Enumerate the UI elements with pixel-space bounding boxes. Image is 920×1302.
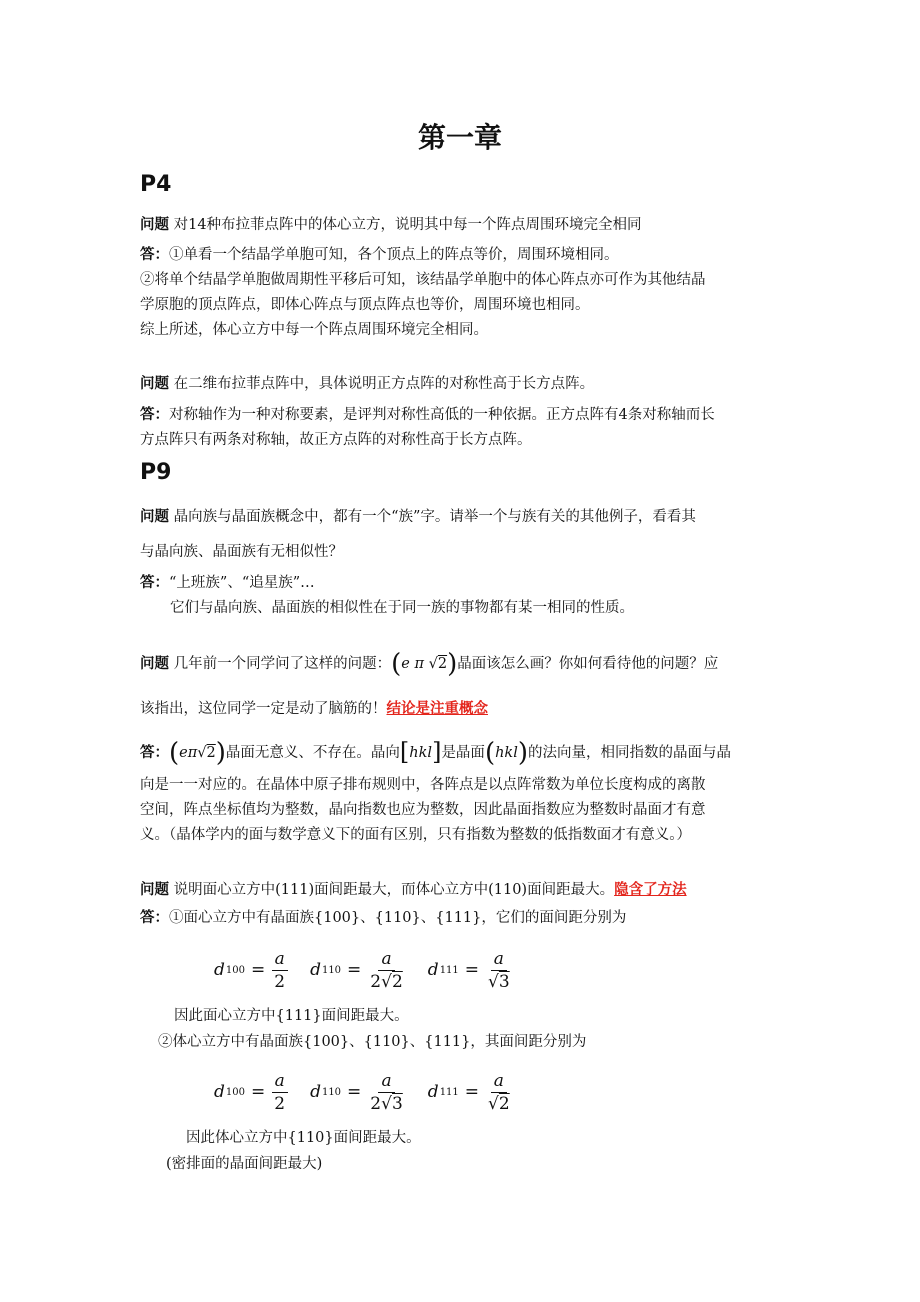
d110-term: d 110 = $\frac{a}{2√3}$ — [310, 1070, 403, 1114]
p9-answer-1-line-2: 它们与晶向族、晶面族的相似性在于同一族的事物都有某一相同的性质。 — [170, 600, 634, 616]
answer-text: 对称轴作为一种对称要素，是评判对称性高低的一种依据。正方点阵有4条对称轴而长 — [169, 407, 715, 423]
question-text: 晶向族与晶面族概念中，都有一个“族”字。请举一个与族有关的其他例子，看看其 — [173, 509, 696, 525]
d100-term: d 100 = $\frac{a}{2}$ — [214, 1070, 288, 1115]
answer-text-3: 的法向量，相同指数的晶面与晶 — [528, 745, 732, 761]
p4-answer-1-line-2: ②将单个结晶学单胞做周期性平移后可知，该结晶学单胞中的体心阵点亦可作为其他结晶 — [140, 272, 706, 288]
answer-text: ①单看一个结晶学单胞可知，各个顶点上的阵点等价，周围环境相同。 — [169, 247, 619, 263]
d111-term: d 111 = $\frac{a}{√2}$ — [427, 1070, 510, 1114]
close-packed-note: (密排面的晶面间距最大) — [166, 1156, 323, 1172]
question-label: 问题 — [140, 882, 169, 898]
p9-answer-3-line-1 — [140, 906, 790, 930]
question-label: 问题 — [140, 217, 169, 233]
bcc-conclusion: 因此体心立方中{110}面间距最大。 — [186, 1130, 421, 1146]
answer-label: 答： — [140, 910, 169, 926]
p4-answer-1-line-3: 学原胞的顶点阵点，即体心阵点与顶点阵点也等价，周围环境也相同。 — [140, 297, 590, 313]
answer-label: 答： — [140, 407, 169, 423]
p4-question-2 — [140, 372, 790, 396]
p9-answer-1-line-1 — [140, 571, 790, 595]
p9-answer-2-line-1 — [140, 738, 790, 768]
question-text: 对14种布拉菲点阵中的体心立方，说明其中每一个阵点周围环境完全相同 — [173, 217, 642, 233]
question-text: 该指出，这位同学一定是动了脑筋的！ — [140, 701, 387, 717]
expression-e-pi-sqrt2: (e π √2) — [391, 649, 458, 679]
answer-label: 答： — [140, 247, 169, 263]
question-label: 问题 — [140, 376, 169, 392]
chapter-title: 第一章 — [417, 121, 502, 154]
p9-answer-2-line-2: 向是一一对应的。在晶体中原子排布规则中，各阵点是以点阵常数为单位长度构成的离散 — [140, 777, 706, 793]
p4-answer-1-line-4: 综上所述，体心立方中每一个阵点周围环境完全相同。 — [140, 322, 488, 338]
question-text: 在二维布拉菲点阵中，具体说明正方点阵的对称性高于长方点阵。 — [173, 376, 595, 392]
highlight-method: 隐含了方法 — [614, 882, 687, 898]
section-heading-p4: P4 — [140, 172, 172, 197]
d111-term: d 111 = $\frac{a}{√3}$ — [427, 948, 510, 992]
p9-question-1-line-2: 与晶向族、晶面族有无相似性？ — [140, 544, 343, 560]
p9-question-2-line-2 — [140, 697, 790, 721]
bcc-spacing-formula — [214, 1062, 513, 1122]
expression-e-pi-sqrt2: (eπ√2) — [169, 738, 226, 768]
highlight-conclusion: 结论是注重概念 — [386, 701, 488, 717]
answer-text: “上班族”、“追星族”… — [169, 575, 315, 591]
question-text-prefix: 几年前一个同学问了这样的问题： — [173, 656, 392, 672]
section-heading-p9: P9 — [140, 460, 172, 485]
p9-answer-2-line-3: 空间，阵点坐标值均为整数，晶向指数也应为整数，因此晶面指数应为整数时晶面才有意 — [140, 802, 706, 818]
fcc-conclusion: 因此面心立方中{111}面间距最大。 — [174, 1008, 409, 1024]
p4-answer-2-line-1 — [140, 403, 790, 427]
answer-label: 答： — [140, 575, 169, 591]
question-label: 问题 — [140, 509, 169, 525]
p9-answer-2-line-4: 义。（晶体学内的面与数学意义下的面有区别，只有指数为整数的低指数面才有意义。） — [140, 827, 691, 843]
question-text: 说明面心立方中(111)面间距最大，而体心立方中(110)面间距最大。 — [173, 882, 615, 898]
answer-text-2: 是晶面 — [441, 745, 485, 761]
answer-label: 答： — [140, 745, 169, 761]
question-text-suffix: 晶面该怎么画？你如何看待他的问题？应 — [457, 656, 719, 672]
p9-answer-3-line-2: ②体心立方中有晶面族{100}、{110}、{111}，其面间距分别为 — [158, 1034, 587, 1050]
fcc-spacing-formula — [214, 940, 513, 1000]
p4-answer-1-line-1 — [140, 243, 790, 267]
plane-hkl: (hkl) — [484, 738, 529, 768]
direction-hkl: [hkl] — [399, 738, 442, 766]
p4-answer-2-line-2: 方点阵只有两条对称轴，故正方点阵的对称性高于长方点阵。 — [140, 432, 532, 448]
p9-question-3 — [140, 878, 790, 902]
answer-text-1: 晶面无意义、不存在。晶向 — [225, 745, 400, 761]
answer-text: ①面心立方中有晶面族{100}、{110}、{111}，它们的面间距分别为 — [169, 910, 627, 926]
d110-term: d 110 = $\frac{a}{2√2}$ — [310, 948, 403, 992]
question-label: 问题 — [140, 656, 169, 672]
p9-question-1-line-1 — [140, 505, 790, 529]
p4-question-1 — [140, 213, 790, 237]
d100-term: d 100 = $\frac{a}{2}$ — [214, 948, 288, 993]
p9-question-2-line-1 — [140, 649, 790, 679]
